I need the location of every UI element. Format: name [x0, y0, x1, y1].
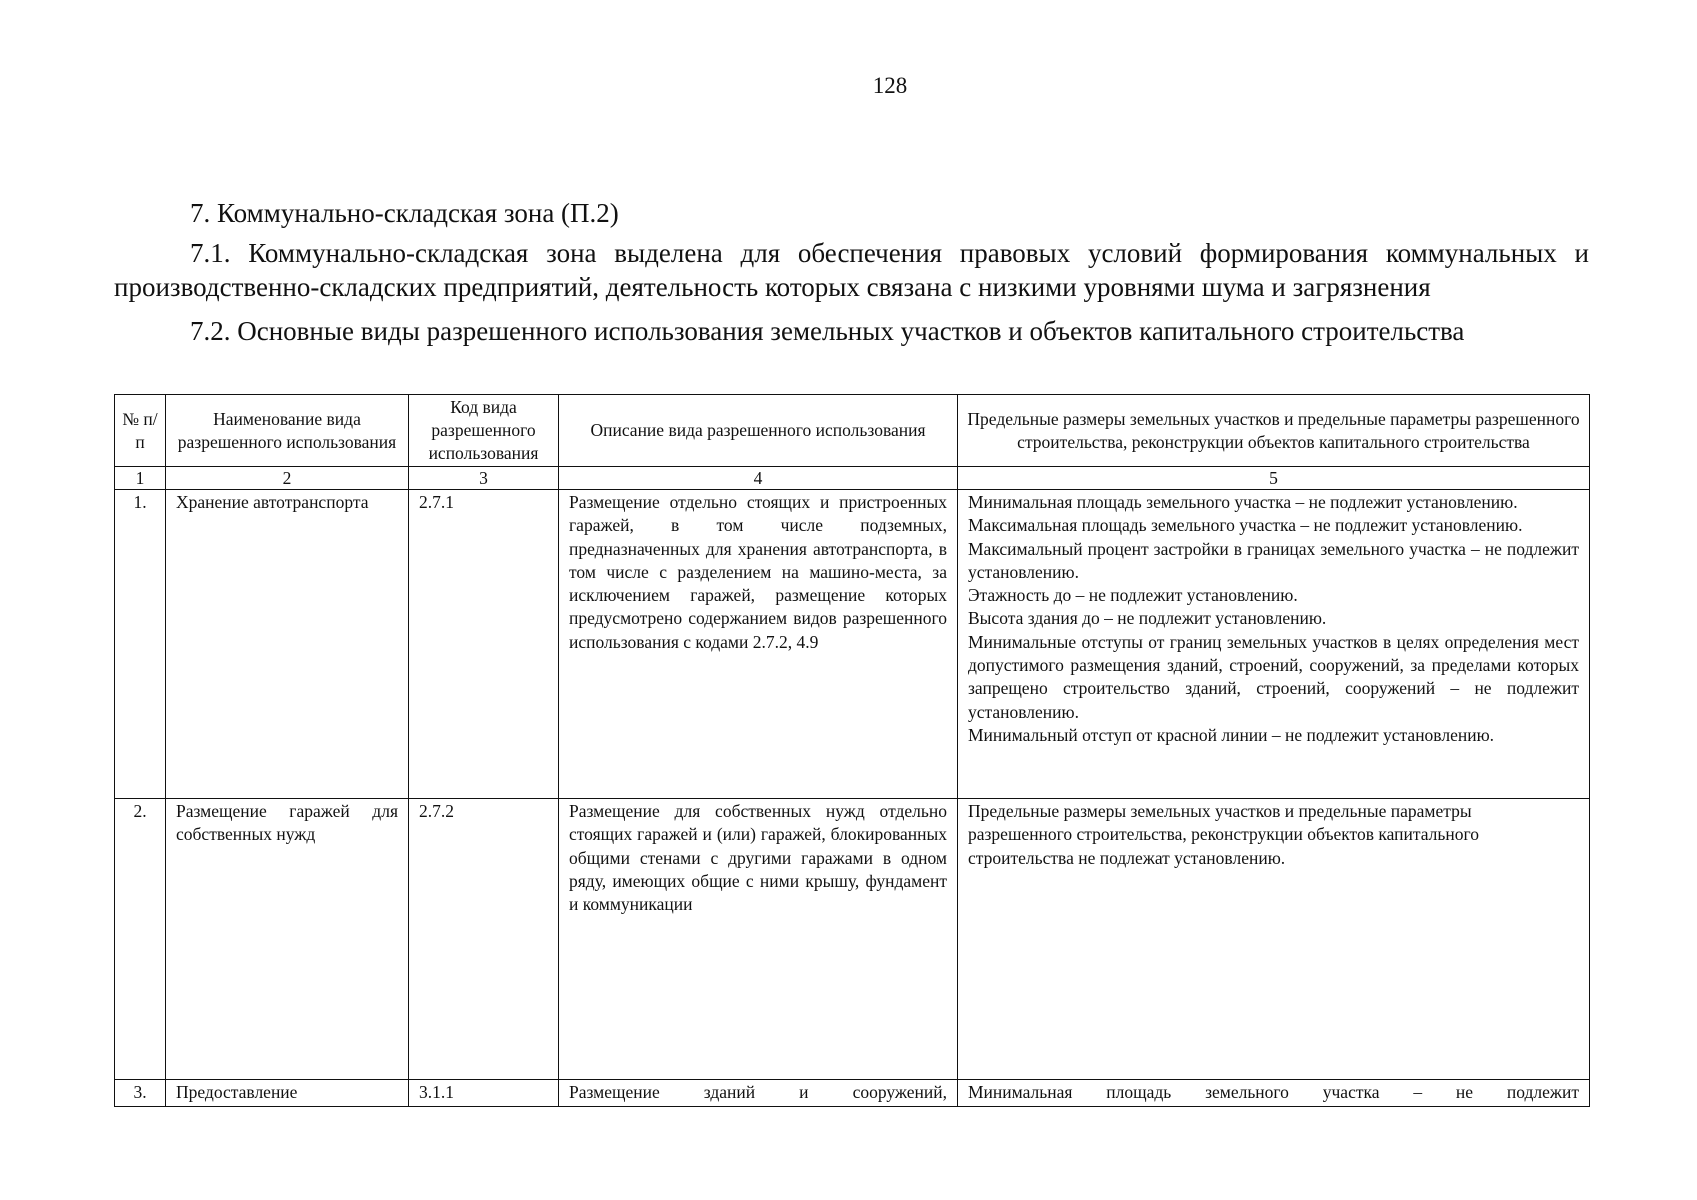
- use-limits: [958, 799, 1590, 1080]
- use-name: Размещение гаражей для собственных нужд: [166, 799, 409, 1080]
- header-number: № п/п: [115, 395, 166, 467]
- use-name: Предоставление: [166, 1080, 409, 1107]
- limit-parameter: Максимальная площадь земельного участка – не подлежит установлению.: [968, 515, 1523, 536]
- header-limits: Предельные размеры земельных участков и предельные параметры разрешенного строительства, реконструкции объектов капитального строительства: [958, 395, 1590, 467]
- table-header-row: [115, 395, 1590, 467]
- use-limits: [958, 490, 1590, 799]
- limit-parameter: Высота здания до – не подлежит установлению.: [968, 608, 1327, 629]
- header-use-code: Код вида разрешенного использования: [409, 395, 559, 467]
- table-row: [115, 490, 1590, 799]
- use-description: Размещение для собственных нужд отдельно стоящих гаражей и (или) гаражей, блокированных общими стенами с другими гаражами в одном ряду, имеющих общие с ними крышу, фундамент и коммуникации: [559, 799, 958, 1080]
- limit-parameter: Минимальная площадь земельного участка – не подлежит установлению.: [968, 492, 1518, 512]
- column-number: 2: [166, 467, 409, 490]
- limit-parameter: Минимальный отступ от красной линии – не подлежит установлению.: [968, 724, 1495, 745]
- row-number: 2.: [115, 799, 166, 1080]
- limit-parameter: Минимальные отступы от границ земельных участков в целях определения мест допустимого размещения зданий, строений, сооружений, за пределами которых запрещено строительство зданий, строений, сооружений – не подлежит установлению.: [968, 631, 1579, 722]
- use-name: Хранение автотранспорта: [166, 490, 409, 799]
- zone-title: 7. Коммунально-складская зона (П.2): [190, 198, 619, 228]
- column-number: 1: [115, 467, 166, 490]
- table-row: [115, 799, 1590, 1080]
- limit-parameter: Максимальный процент застройки в границах земельного участка – не подлежит установлению.: [968, 538, 1579, 582]
- row-number: 3.: [115, 1080, 166, 1107]
- page-number: 128: [872, 73, 908, 98]
- row-number: 1.: [115, 490, 166, 799]
- limit-parameter: Предельные размеры земельных участков и предельные параметры разрешенного строительства, реконструкции объектов капитального строительства не подлежат установлению.: [968, 801, 1479, 868]
- use-code: 3.1.1: [409, 1080, 559, 1107]
- main-uses-title: 7.2. Основные виды разрешенного использования земельных участков и объектов капитального строительства: [190, 316, 1465, 346]
- permitted-uses-table: [114, 394, 1590, 1107]
- header-use-name: Наименование вида разрешенного использования: [166, 395, 409, 467]
- table-row: [115, 1080, 1590, 1107]
- zone-purpose-paragraph: 7.1. Коммунально-складская зона выделена для обеспечения правовых условий формирования коммунальных и производственно-складских предприятий, деятельность которых связана с низкими уровнями шума и загрязнения: [114, 238, 1589, 302]
- use-description: Размещение отдельно стоящих и пристроенных гаражей, в том числе подземных, предназначенных для хранения автотранспорта, в том числе с разделением на машино-места, за исключением гаражей, размещение которых предусмотрено содержанием видов разрешенного использования с кодами 2.7.2, 4.9: [559, 490, 958, 799]
- use-limits: [958, 1080, 1590, 1107]
- limit-parameter: Этажность до – не подлежит установлению.: [968, 585, 1298, 606]
- use-code: 2.7.2: [409, 799, 559, 1080]
- column-number: 5: [958, 467, 1590, 490]
- header-use-description: Описание вида разрешенного использования: [559, 395, 958, 467]
- column-number-row: [115, 467, 1590, 490]
- use-description: Размещение зданий и сооружений,: [559, 1080, 958, 1107]
- limit-parameter: Минимальная площадь земельного участка – не подлежит: [968, 1082, 1579, 1102]
- column-number: 3: [409, 467, 559, 490]
- use-code: 2.7.1: [409, 490, 559, 799]
- column-number: 4: [559, 467, 958, 490]
